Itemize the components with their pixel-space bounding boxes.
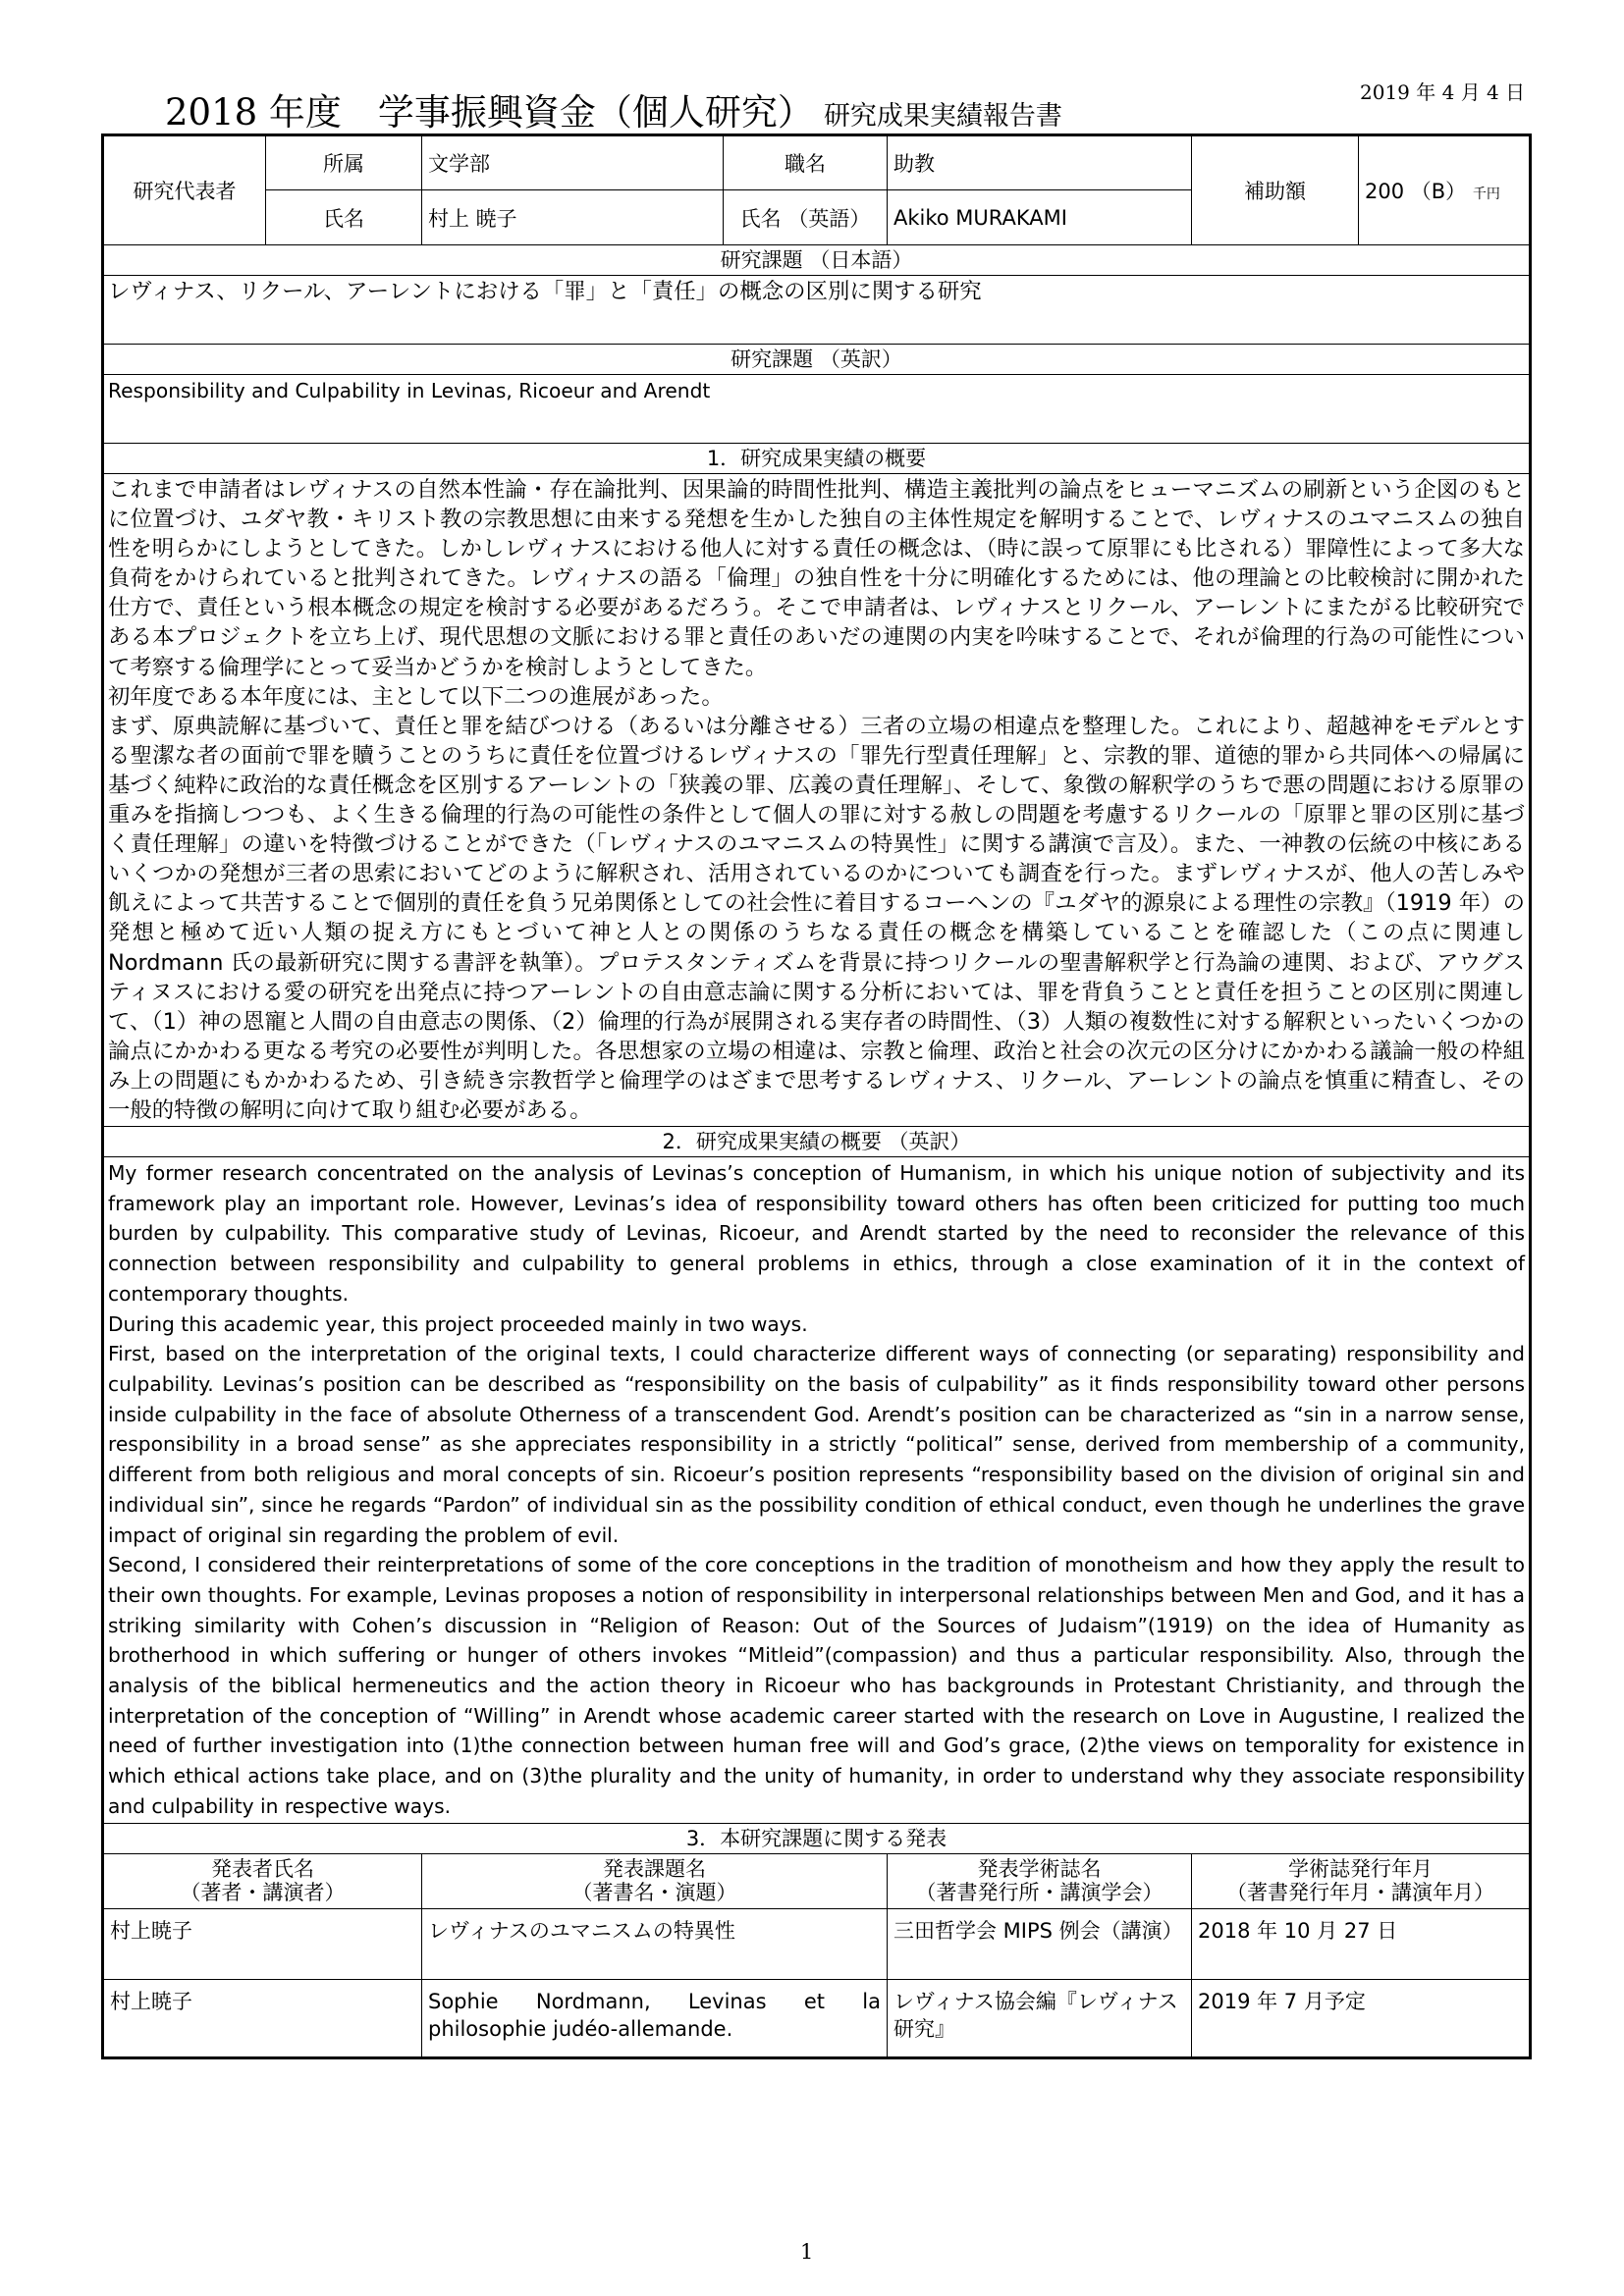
summary-en-heading-row xyxy=(103,1127,1531,1157)
name-value: 村上 暁子 xyxy=(422,190,724,245)
grant-label: 補助額 xyxy=(1192,135,1359,245)
position-value: 助教 xyxy=(888,135,1192,190)
position-label: 職名 xyxy=(724,135,888,190)
pub-col-title-line2: （著書名・演題） xyxy=(571,1881,737,1905)
rep-label: 研究代表者 xyxy=(103,135,266,245)
pub-author: 村上暁子 xyxy=(103,1979,422,2057)
pub-title: レヴィナスのユマニスムの特異性 xyxy=(422,1908,888,1979)
report-title-sub: 研究成果実績報告書 xyxy=(823,101,1062,132)
summary-ja-paragraph: まず、原典読解に基づいて、責任と罪を結びつける（あるいは分離させる）三者の立場の相違点を整理した。これにより、超越神をモデルとする聖潔な者の面前で罪を贖うことのうちに責任を位置づけるレヴィナスの「罪先行型責任理解」と、宗教的罪、道徳的罪から共同体への帰属に基づく純粋に政治的な責任概念を区別するアーレントの「狭義の罪、広義の責任理解」、そして、象徴の解釈学のうちで悪の問題における原罪の重みを指摘しつつも、よく生きる倫理的行為の可能性の条件として個人の罪に対する赦しの問題を考慮するリクールの「原罪と罪の区別に基づく責任理解」の違いを特徴づけることができた（「レヴィナスのユマニスムの特異性」に関する講演で言及）。また、一神教の伝統の中核にあるいくつかの発想が三者の思索においてどのように解釈され、活用されているのかについても調査を行った。まずレヴィナスが、他人の苦しみや飢えによって共苦することで個別的責任を負う兄弟関係としての社会性に着目するコーヘンの『ユダヤ的源泉による理性の宗教』（1919 年）の発想と極めて近い人類の捉え方にもとづいて神と人との関係のうちなる責任の概念を構築していることを確認した（この点に関連し Nordmann 氏の最新研究に関する書評を執筆）。プロテスタンティズムを背景に持つリクールの聖書解釈学と行為論の連関、および、アウグスティヌスにおける愛の研究を出発点に持つアーレントの自由意志論に関する分析においては、罪を背負うことと責任を担うことの区別に関連して、（1）神の恩寵と人間の自由意志の関係、（2）倫理的行為が展開される実存者の時間性、（3）人類の複数性に対する解釈といったいくつかの論点にかかわる更なる考究の必要性が判明した。各思想家の立場の相違は、宗教と倫理、政治と社会の次元の区分けにかかわる議論一般の枠組み上の問題にもかかわるため、引き続き宗教哲学と倫理学のはざまで思考するレヴィナス、リクール、アーレントの論点を慎重に精査し、その一般的特徴の解明に向けて取り組む必要がある。 xyxy=(108,713,1525,1123)
pub-col-title xyxy=(422,1853,888,1908)
topic-ja-text: レヴィナス、リクール、アーレントにおける「罪」と「責任」の概念の区別に関する研究 xyxy=(103,276,1531,345)
topic-ja-heading: 研究課題 （日本語） xyxy=(103,245,1531,276)
name-en-value: Akiko MURAKAMI xyxy=(888,190,1192,245)
summary-en-paragraph: My former research concentrated on the analysis of Levinas’s conception of Humanism, in which his unique notion of subjectivity and its framework play an important role. However, Levinas’s idea of responsibility toward others has often been criticized for putting too much burden by culpability. This comparative study of Levinas, Ricoeur, and Arendt started by the need to reconsider the relevance of this connection between responsibility and culpability to general problems in ethics, through a close examination of it in the context of contemporary thoughts. xyxy=(108,1161,1525,1306)
pub-col-date xyxy=(1192,1853,1531,1908)
summary-ja-body xyxy=(103,474,1531,1127)
pub-col-venue-line2: （著書発行所・講演学会） xyxy=(915,1881,1164,1905)
pub-col-date-line2: （著書発行年月・講演年月） xyxy=(1226,1881,1494,1905)
table-row xyxy=(103,1908,1531,1979)
pub-date: 2019 年 7 月予定 xyxy=(1192,1979,1531,2057)
report-title-main: 2018 年度 学事振興資金（個人研究） xyxy=(165,91,814,133)
report-table xyxy=(101,133,1532,2059)
affiliation-value: 文学部 xyxy=(422,135,724,190)
name-en-label: 氏名 （英語） xyxy=(724,190,888,245)
name-label: 氏名 xyxy=(266,190,422,245)
topic-ja-row xyxy=(103,276,1531,345)
info-row-1 xyxy=(103,135,1531,190)
topic-en-heading: 研究課題 （英訳） xyxy=(103,345,1531,375)
pub-col-author xyxy=(103,1853,422,1908)
pub-venue: 三田哲学会 MIPS 例会（講演） xyxy=(888,1908,1192,1979)
summary-ja-heading-row xyxy=(103,444,1531,474)
grant-value: 200 （B） xyxy=(1365,180,1467,203)
pub-venue: レヴィナス協会編『レヴィナス研究』 xyxy=(888,1979,1192,2057)
pub-col-venue xyxy=(888,1853,1192,1908)
summary-en-paragraph: During this academic year, this project proceeded mainly in two ways. xyxy=(108,1311,808,1336)
pub-date: 2018 年 10 月 27 日 xyxy=(1192,1908,1531,1979)
report-title xyxy=(165,82,1062,135)
grant-value-cell xyxy=(1359,135,1531,245)
summary-en-paragraph: First, based on the interpretation of the original texts, I could characterize different ways of connecting (or separating) responsibility and culpability. Levinas’s position can be described as “responsibility on the basis of culpability” as it finds responsibility toward other persons inside culpability in the face of absolute Otherness of a transcendent God. Arendt’s position can be characterized as “sin in a narrow sense, responsibility in a broad sense” as she appreciates responsibility in a strictly “political” sense, derived from membership of a community, different from both religious and moral concepts of sin. Ricoeur’s position represents “responsibility based on the division of original sin and individual sin”, since he regards “Pardon” of individual sin as the possibility condition of ethical conduct, even though he underlines the grave impact of original sin regarding the problem of evil. xyxy=(108,1342,1525,1547)
pub-author: 村上暁子 xyxy=(103,1908,422,1979)
pub-title: Sophie Nordmann, Levinas et la philosophie judéo-allemande. xyxy=(422,1979,888,2057)
topic-en-row xyxy=(103,375,1531,444)
publications-column-header-row xyxy=(103,1853,1531,1908)
grant-unit: 千円 xyxy=(1472,187,1500,202)
publications-heading: 3．本研究課題に関する発表 xyxy=(103,1823,1531,1853)
pub-col-venue-line1: 発表学術誌名 xyxy=(977,1857,1102,1882)
topic-en-text: Responsibility and Culpability in Levinas, Ricoeur and Arendt xyxy=(103,375,1531,444)
pub-col-author-line2: （著者・講演者） xyxy=(180,1881,346,1905)
topic-ja-heading-row xyxy=(103,245,1531,276)
report-date: 2019 年 4 月 4 日 xyxy=(1360,80,1526,104)
pub-col-author-line1: 発表者氏名 xyxy=(211,1857,314,1882)
pub-col-date-line1: 学術誌発行年月 xyxy=(1288,1857,1433,1882)
summary-ja-heading: 1．研究成果実績の概要 xyxy=(103,444,1531,474)
summary-ja-row xyxy=(103,474,1531,1127)
summary-ja-paragraph: 初年度である本年度には、主として以下二つの進展があった。 xyxy=(108,683,724,710)
summary-en-row xyxy=(103,1157,1531,1823)
summary-ja-paragraph: これまで申請者はレヴィナスの自然本性論・存在論批判、因果論的時間性批判、構造主義批判の論点をヒューマニズムの刷新という企図のもとに位置づけ、ユダヤ教・キリスト教の宗教思想に由来する発想を生かした独自の主体性規定を解明することで、レヴィナスのユマニスムの独自性を明らかにしようとしてきた。しかしレヴィナスにおける他人に対する責任の概念は、（時に誤って原罪にも比される）罪障性によって多大な負荷をかけられていると批判されてきた。レヴィナスの語る「倫理」の独自性を十分に明確化するためには、他の理論との比較検討に開かれた仕方で、責任という根本概念の規定を検討する必要があるだろう。そこで申請者は、レヴィナスとリクール、アーレントにまたがる比較研究である本プロジェクトを立ち上げ、現代思想の文脈における罪と責任のあいだの連関の内実を吟味することで、それが倫理的行為の可能性について考察する倫理学にとって妥当かどうかを検討しようとしてきた。 xyxy=(108,477,1525,680)
publications-heading-row xyxy=(103,1823,1531,1853)
table-row xyxy=(103,1979,1531,2057)
page-number: 1 xyxy=(800,2240,814,2264)
summary-en-body xyxy=(103,1157,1531,1823)
pub-col-title-line1: 発表課題名 xyxy=(603,1857,706,1882)
summary-en-paragraph: Second, I considered their reinterpretations of some of the core conceptions in the tradition of monotheism and how they apply the result to their own thoughts. For example, Levinas proposes a notion of responsibility in interpersonal relationships between Men and God, and it has a striking similarity with Cohen’s discussion in “Religion of Reason: Out of the Sources of Judaism”(1919) on the idea of Humanity as brotherhood in which suffering or hunger of others invokes “Mitleid”(compassion) and thus a particular responsibility. Also, through the analysis of the biblical hermeneutics and the action theory in Ricoeur who has backgrounds in Protestant Christianity, and through the interpretation of the conception of “Willing” in Arendt whose academic career started with the research on Love in Augustine, I realized the need of further investigation into (1)the connection between human free will and God’s grace, (2)the views on temporality for existence in which ethical actions take place, and on (3)the plurality and the unity of humanity, in order to understand why they associate responsibility and culpability in respective ways. xyxy=(108,1553,1525,1818)
affiliation-label: 所属 xyxy=(266,135,422,190)
summary-en-heading: 2．研究成果実績の概要 （英訳） xyxy=(103,1127,1531,1157)
topic-en-heading-row xyxy=(103,345,1531,375)
